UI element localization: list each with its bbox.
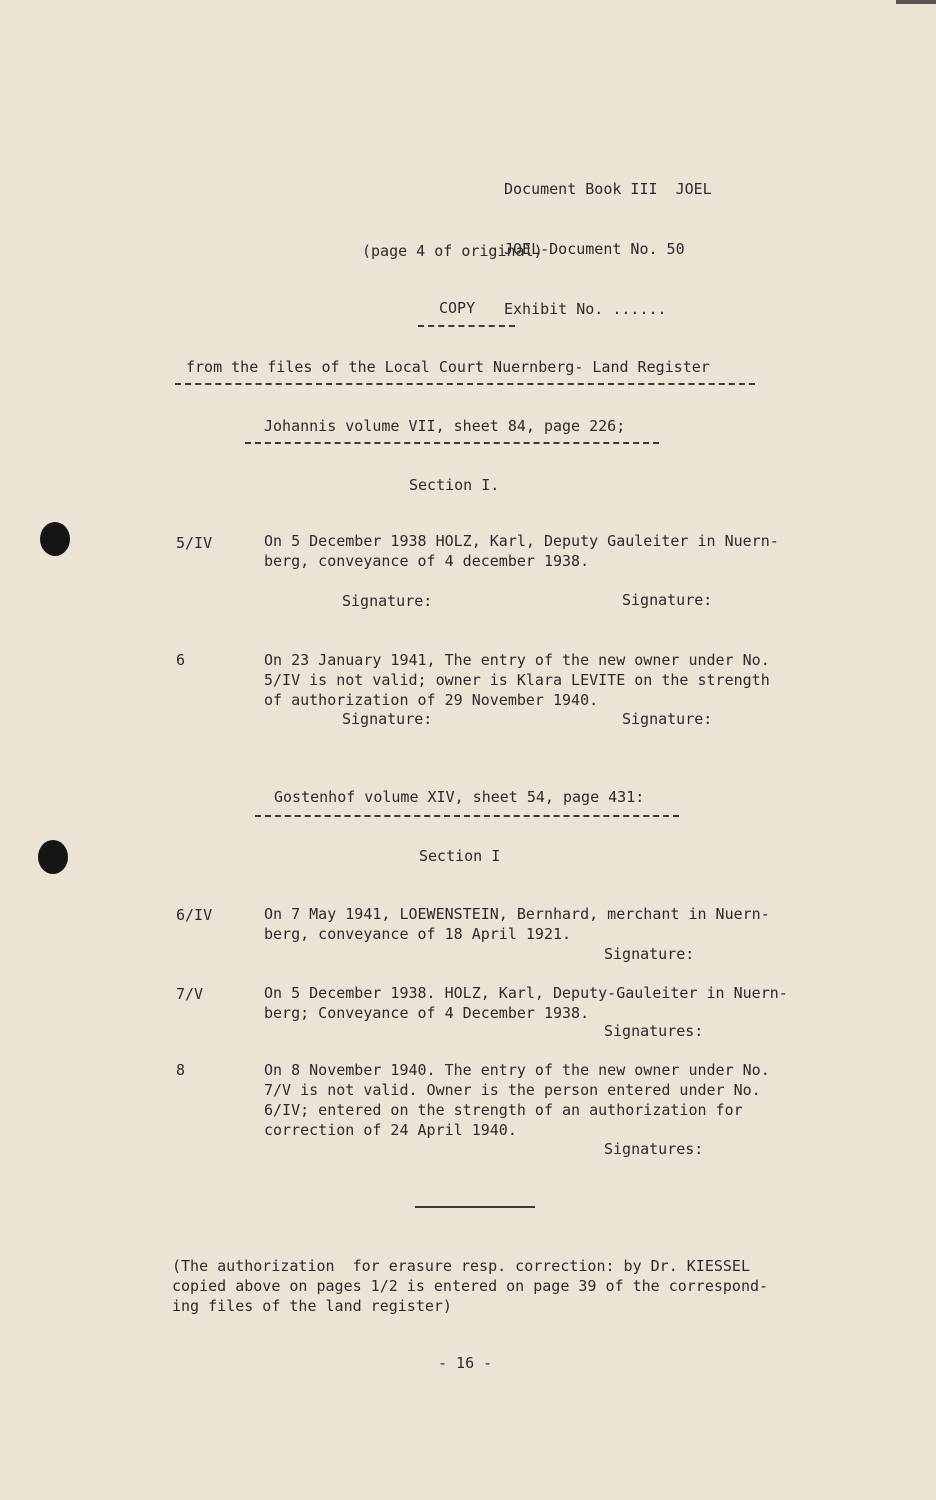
entry-signature: Signatures: [604, 1022, 704, 1040]
footnote: (The authorization for erasure resp. correction: by Dr. KIESSEL copied above on pages 1/2 is entered on page 39 of the correspond- ing files of the land register) [172, 1257, 769, 1315]
page-of-original-note: (page 4 of original) [362, 242, 543, 260]
header-document-book: Document Book III JOEL [504, 180, 712, 198]
header-exhibit-number: Exhibit No. ...... [504, 300, 667, 318]
entry-text: On 23 January 1941, The entry of the new owner under No. 5/IV is not valid; owner is Klara LEVITE on the strength of authorization of 29 November 1940. [264, 651, 770, 709]
entry-signature-left: Signature: [342, 710, 433, 728]
entry-number: 7/V [176, 985, 204, 1003]
page-corner-mark [896, 0, 936, 4]
files-heading: from the files of the Local Court Nuernberg- Land Register [186, 358, 710, 376]
volume1-section-heading: Section I. [409, 476, 500, 494]
punch-hole-bottom [38, 840, 68, 874]
volume1-title-underline [245, 442, 659, 444]
entry-text: On 5 December 1938 HOLZ, Karl, Deputy Gauleiter in Nuern- berg, conveyance of 4 december 1938. [264, 532, 779, 570]
volume1-title: Johannis volume VII, sheet 84, page 226; [264, 417, 626, 435]
copy-label: COPY [439, 299, 476, 317]
entry-number: 8 [176, 1061, 186, 1079]
entry-signature-right: Signature: [622, 591, 713, 609]
page-number: - 16 - [438, 1354, 493, 1372]
entry-text: On 5 December 1938. HOLZ, Karl, Deputy-Gauleiter in Nuern- berg; Conveyance of 4 December 1938. [264, 984, 788, 1022]
copy-underline [418, 325, 515, 327]
closing-rule [415, 1206, 535, 1208]
entry-signature-right: Signature: [622, 710, 713, 728]
files-heading-underline [175, 383, 755, 385]
punch-hole-top [40, 522, 70, 556]
entry-number: 6/IV [176, 906, 213, 924]
volume2-title: Gostenhof volume XIV, sheet 54, page 431: [274, 788, 645, 806]
entry-text: On 8 November 1940. The entry of the new owner under No. 7/V is not valid. Owner is the person entered under No. 6/IV; entered on the strength of an authorization for correction of 24 April 1940. [264, 1061, 770, 1139]
volume2-title-underline [255, 815, 679, 817]
header-document-number: JOEL-Document No. 50 [504, 240, 685, 258]
entry-signature-left: Signature: [342, 592, 433, 610]
entry-number: 6 [176, 651, 186, 669]
entry-text: On 7 May 1941, LOEWENSTEIN, Bernhard, merchant in Nuern- berg, conveyance of 18 April 1921. [264, 905, 770, 943]
volume2-section-heading: Section I [419, 847, 501, 865]
entry-signature: Signature: [604, 945, 695, 963]
entry-number: 5/IV [176, 534, 213, 552]
entry-signature: Signatures: [604, 1140, 704, 1158]
